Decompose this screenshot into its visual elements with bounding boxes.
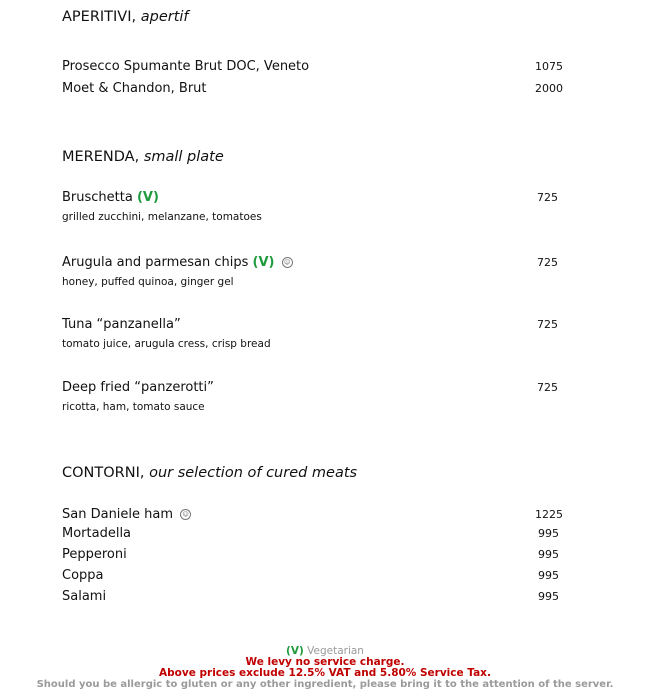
item-name: Coppa xyxy=(62,568,104,583)
menu-item-moet xyxy=(62,81,207,96)
allergy-note: Should you be allergic to gluten or any other ingredient, please bring it to the attention of the server. xyxy=(36,679,614,690)
item-price: 725 xyxy=(537,318,558,331)
item-name: Prosecco Spumante Brut DOC, Veneto xyxy=(62,59,310,74)
item-price: 995 xyxy=(538,527,559,540)
item-name: Tuna “panzanella” xyxy=(62,317,181,332)
item-price: 1225 xyxy=(535,508,563,521)
section-subtitle: our selection of cured meats xyxy=(149,465,358,481)
section-heading-aperitivi xyxy=(62,9,189,25)
item-price: 725 xyxy=(537,191,558,204)
service-charge-note: We levy no service charge. xyxy=(245,656,405,668)
chef-special-icon: ☺ xyxy=(180,509,191,520)
menu-item-prosecco xyxy=(62,59,309,74)
item-description: grilled zucchini, melanzane, tomatoes xyxy=(62,211,262,223)
section-heading-contorni xyxy=(62,465,357,481)
item-price: 995 xyxy=(538,569,559,582)
item-name: Arugula and parmesan chips xyxy=(62,255,249,270)
menu-item-pepperoni xyxy=(62,547,127,562)
item-price: 995 xyxy=(538,590,559,603)
menu-item-mortadella xyxy=(62,526,131,541)
item-price: 725 xyxy=(537,381,558,394)
item-description: honey, puffed quinoa, ginger gel xyxy=(62,276,234,288)
item-name: San Daniele ham xyxy=(62,507,174,522)
section-title: CONTORNI, xyxy=(62,465,145,481)
menu-item-panzerotti xyxy=(62,380,214,395)
item-price: 1075 xyxy=(535,60,563,73)
section-title: MERENDA, xyxy=(62,149,140,165)
veg-marker: (V) xyxy=(252,255,275,270)
tax-note: Above prices exclude 12.5% VAT and 5.80% Service Tax. xyxy=(159,667,491,679)
menu-item-salami xyxy=(62,589,106,604)
menu-item-bruschetta xyxy=(62,190,159,205)
chef-special-icon: ☺ xyxy=(282,257,293,268)
menu-item-tuna-panzanella xyxy=(62,317,181,332)
item-name: Moet & Chandon, Brut xyxy=(62,81,207,96)
item-name: Bruschetta xyxy=(62,190,133,205)
item-price: 995 xyxy=(538,548,559,561)
menu-item-san-daniele-ham xyxy=(62,507,191,522)
menu-item-arugula-chips xyxy=(62,255,293,270)
legend-label: Vegetarian xyxy=(307,645,364,657)
item-name: Deep fried “panzerotti” xyxy=(62,380,214,395)
item-description: ricotta, ham, tomato sauce xyxy=(62,401,205,413)
menu-item-coppa xyxy=(62,568,104,583)
item-name: Mortadella xyxy=(62,526,132,541)
item-price: 2000 xyxy=(535,82,563,95)
section-subtitle: small plate xyxy=(143,149,224,165)
item-name: Salami xyxy=(62,589,107,604)
veg-marker: (V) xyxy=(286,645,304,657)
section-heading-merenda xyxy=(62,149,224,165)
section-title: APERITIVI, xyxy=(62,9,137,25)
item-price: 725 xyxy=(537,256,558,269)
item-name: Pepperoni xyxy=(62,547,127,562)
item-description: tomato juice, arugula cress, crisp bread xyxy=(62,338,271,350)
veg-marker: (V) xyxy=(136,190,159,205)
section-subtitle: apertif xyxy=(140,9,189,25)
